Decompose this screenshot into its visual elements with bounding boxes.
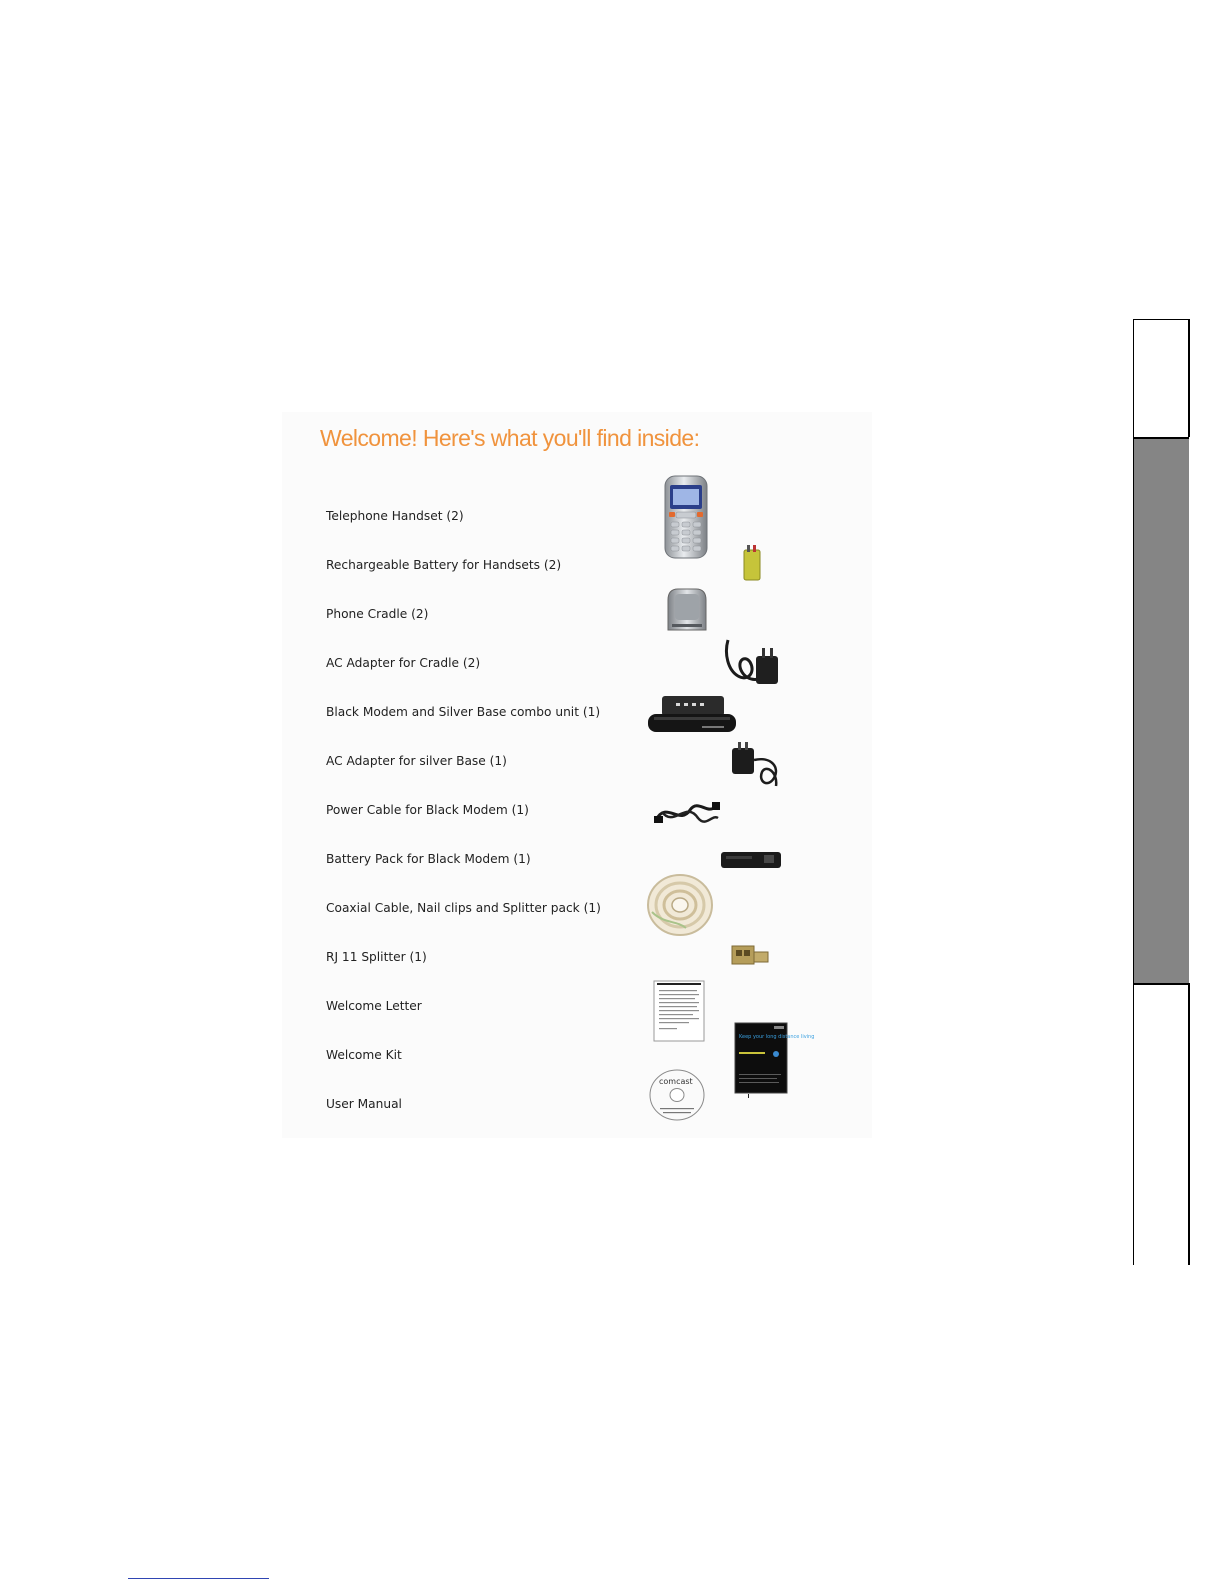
battery-image bbox=[742, 544, 762, 582]
item-label-power-cable: Power Cable for Black Modem (1) bbox=[326, 803, 529, 817]
modem-base-combo-image bbox=[646, 694, 738, 736]
item-label-ac-adapter-base: AC Adapter for silver Base (1) bbox=[326, 754, 507, 768]
page-title: Welcome! Here's what you'll find inside: bbox=[320, 425, 700, 451]
power-cable-image bbox=[652, 796, 722, 830]
phone-cradle-image bbox=[664, 586, 710, 632]
battery-pack-image bbox=[720, 850, 782, 870]
item-label-welcome-letter: Welcome Letter bbox=[326, 999, 422, 1013]
item-label-welcome-kit: Welcome Kit bbox=[326, 1048, 402, 1062]
rj11-splitter-image bbox=[730, 942, 770, 966]
section-tab-top bbox=[1133, 319, 1190, 437]
welcome-letter-image bbox=[653, 980, 705, 1042]
item-label-rechargeable-battery: Rechargeable Battery for Handsets (2) bbox=[326, 558, 562, 572]
section-tab-active bbox=[1133, 437, 1189, 985]
item-label-phone-cradle: Phone Cradle (2) bbox=[326, 607, 429, 621]
item-label-ac-adapter-cradle: AC Adapter for Cradle (2) bbox=[326, 656, 481, 670]
user-manual-cd-image bbox=[648, 1068, 706, 1122]
welcome-kit-image bbox=[734, 1022, 815, 1096]
ac-adapter-base-image bbox=[728, 742, 784, 794]
section-tab-bottom bbox=[1133, 983, 1190, 1265]
cd-logo-text: comcast bbox=[659, 1077, 693, 1086]
item-label-telephone-handset: Telephone Handset (2) bbox=[326, 509, 464, 523]
item-label-user-manual: User Manual bbox=[326, 1097, 402, 1111]
item-label-rj11-splitter: RJ 11 Splitter (1) bbox=[326, 950, 427, 964]
item-label-modem-base-combo: Black Modem and Silver Base combo unit (1) bbox=[326, 705, 601, 719]
item-label-battery-pack: Battery Pack for Black Modem (1) bbox=[326, 852, 531, 866]
ac-adapter-cradle-image bbox=[722, 636, 782, 692]
item-label-coaxial-cable: Coaxial Cable, Nail clips and Splitter pack (1) bbox=[326, 901, 601, 915]
telephone-handset-image bbox=[662, 475, 710, 559]
welcome-kit-cover-text: Keep your long distance living bbox=[739, 1034, 815, 1040]
footnote-rule bbox=[128, 1578, 269, 1579]
coaxial-cable-image bbox=[646, 872, 714, 938]
